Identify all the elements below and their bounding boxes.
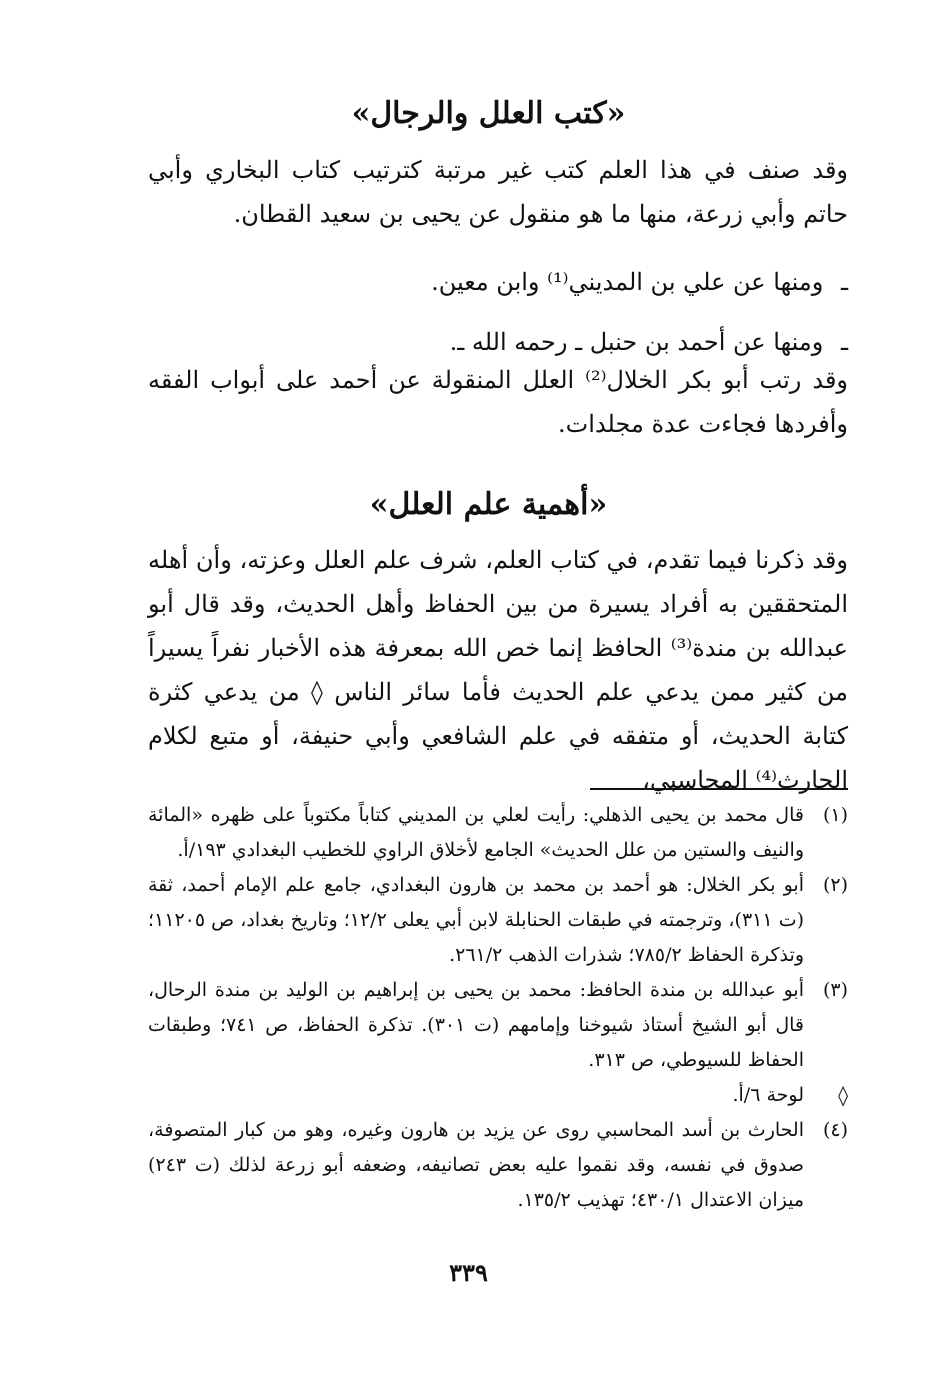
footnote	[148, 1113, 848, 1218]
khallal-paragraph: وقد رتب أبو بكر الخلال⁽²⁾ العلل المنقولة عن أحمد على أبواب الفقه وأفردها فجاءت عدة مجلدات.	[148, 366, 849, 438]
sources-list	[148, 252, 848, 372]
footnote-number: (٤)	[822, 1119, 848, 1141]
footnote-text: الحارث بن أسد المحاسبي روى عن يزيد بن هارون وغيره، وهو من كبار المتصوفة، صدوق في نفسه، وقد نقموا عليه بعض تصانيفه، وضعفه أبو زرعة لذلك (ت ٢٤٣) ميزان الاعتدال ٤٣٠/١؛ تهذيب ١٣٥/٢.	[148, 1119, 804, 1211]
list-dash: ـ	[840, 328, 848, 356]
footnote-number: (٣)	[822, 979, 848, 1001]
footnote-text: قال محمد بن يحيى الذهلي: رأيت لعلي بن المديني كتاباً مكتوباً على ظهره «المائة والنيف والستين من علل الحديث» الجامع لأخلاق الراوي للخطيب البغدادي ١٩٣/أ.	[148, 804, 804, 861]
section-heading-importance: «أهمية علم العلل»	[369, 487, 608, 522]
list-item-text: ومنها عن علي بن المديني⁽¹⁾ وابن معين.	[431, 268, 824, 296]
footnote-text: أبو عبدالله بن مندة الحافظ: محمد بن يحيى بن إبراهيم بن الوليد بن مندة الرحال، قال أبو الشيخ أستاذ شيوخنا وإمامهم (ت ٣٠١). تذكرة الحفاظ، ص ٧٤١؛ وطبقات الحفاظ للسيوطي، ص ٣١٣.	[148, 979, 804, 1071]
list-item-text: ومنها عن أحمد بن حنبل ـ رحمه الله ـ.	[449, 328, 824, 356]
footnote-number: (١)	[822, 804, 848, 826]
list-dash: ـ	[840, 268, 848, 296]
intro-paragraph-block	[148, 148, 848, 236]
footnote-number: (٢)	[822, 874, 848, 896]
footnote-text: أبو بكر الخلال: هو أحمد بن محمد بن هارون البغدادي، جامع علم الإمام أحمد، ثقة (ت ٣١١)، وترجمته في طبقات الحنابلة لابن أبي يعلى ١٢/٢؛ وتاريخ بغداد، ص ١١٢٠٥؛ وتذكرة الحفاظ ٧٨٥/٢؛ شذرات الذهب ٢٦١/٢.	[148, 874, 804, 966]
page-number: ٣٣٩	[449, 1258, 488, 1287]
footnote	[148, 798, 848, 868]
folio-note	[148, 1078, 848, 1113]
footnote	[148, 973, 848, 1078]
footnote	[148, 868, 848, 973]
list-item	[148, 252, 848, 312]
khallal-paragraph-block	[148, 358, 848, 446]
section-heading-books-of-ilal: «كتب العلل والرجال»	[351, 96, 626, 131]
importance-paragraph: وقد ذكرنا فيما تقدم، في كتاب العلم، شرف علم العلل وعزته، وأن أهله المتحققين به أفراد يسيرة من بين الحفاظ وأهل الحديث، وقد قال أبو عبدالله بن مندة⁽³⁾ الحافظ إنما خص الله بمعرفة هذه الأخبار نفراً يسيراً من كثير ممن يدعي علم الحديث فأما سائر الناس ◊ من يدعي كثرة كتابة الحديث، أو متفقه في علم الشافعي وأبي حنيفة، أو متبع لكلام الحارث⁽⁴⁾ المحاسبي،	[148, 546, 849, 794]
folio-note-text: لوحة ٦/أ.	[732, 1084, 804, 1106]
intro-paragraph: وقد صنف في هذا العلم كتب غير مرتبة كترتيب كتاب البخاري وأبي حاتم وأبي زرعة، منها ما هو منقول عن يحيى بن سعيد القطان.	[148, 156, 849, 228]
footnote-separator	[590, 788, 848, 790]
diamond-icon: ◊	[838, 1083, 848, 1107]
importance-paragraph-block	[148, 538, 848, 802]
footnotes	[148, 798, 848, 1218]
